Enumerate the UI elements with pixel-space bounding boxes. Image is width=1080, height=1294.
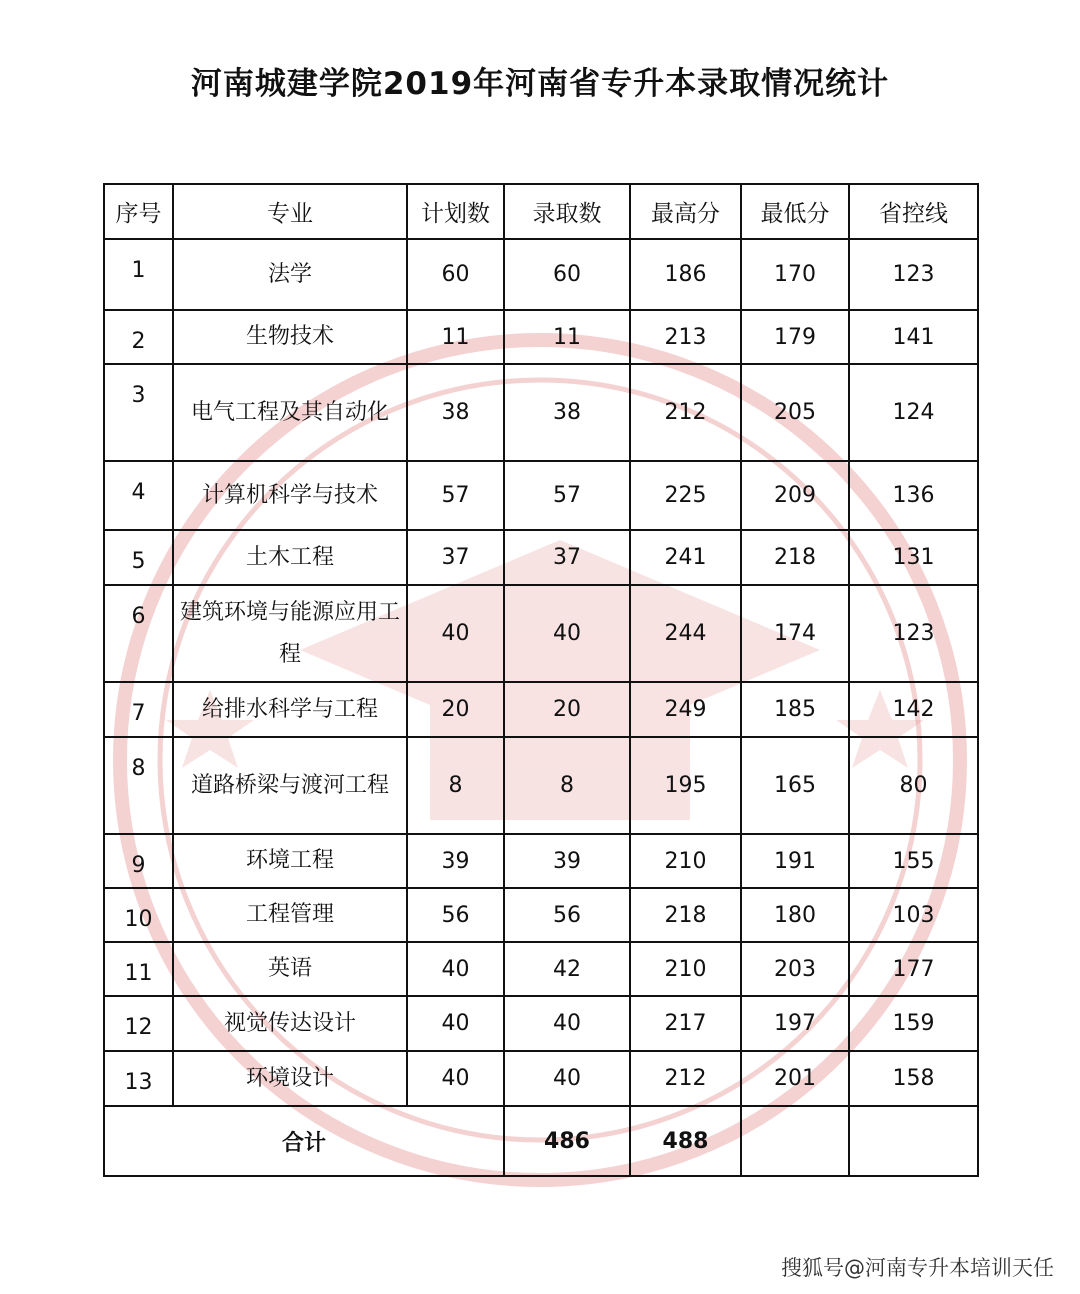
cell-plan: 38 [407, 364, 504, 461]
cell-plan: 40 [407, 942, 504, 996]
header-max-score: 最高分 [630, 184, 741, 239]
total-label: 合计 [104, 1106, 504, 1176]
table-row [104, 461, 978, 530]
table-row [104, 585, 978, 682]
cell-plan: 40 [407, 585, 504, 682]
admission-table [103, 183, 979, 1177]
cell-line: 159 [849, 996, 978, 1051]
header-plan: 计划数 [407, 184, 504, 239]
cell-admitted: 38 [504, 364, 630, 461]
cell-major: 给排水科学与工程 [173, 682, 407, 737]
cell-seq: 13 [104, 1051, 173, 1106]
cell-major: 土木工程 [173, 530, 407, 585]
cell-min: 185 [741, 682, 849, 737]
header-admitted: 录取数 [504, 184, 630, 239]
cell-min: 205 [741, 364, 849, 461]
table-row [104, 310, 978, 364]
table-row [104, 239, 978, 310]
cell-line: 123 [849, 239, 978, 310]
table-row [104, 1051, 978, 1106]
cell-max: 212 [630, 364, 741, 461]
cell-line: 103 [849, 888, 978, 942]
cell-max: 195 [630, 737, 741, 834]
table-header-row [104, 184, 978, 239]
cell-seq: 8 [104, 737, 173, 834]
cell-major: 电气工程及其自动化 [173, 364, 407, 461]
cell-max: 210 [630, 942, 741, 996]
total-admitted: 488 [630, 1106, 741, 1176]
cell-admitted: 40 [504, 1051, 630, 1106]
cell-plan: 11 [407, 310, 504, 364]
cell-admitted: 20 [504, 682, 630, 737]
cell-major: 法学 [173, 239, 407, 310]
cell-min: 209 [741, 461, 849, 530]
cell-major: 生物技术 [173, 310, 407, 364]
cell-seq: 4 [104, 461, 173, 530]
cell-line: 155 [849, 834, 978, 888]
cell-max: 249 [630, 682, 741, 737]
cell-line: 80 [849, 737, 978, 834]
cell-line: 141 [849, 310, 978, 364]
cell-seq: 5 [104, 530, 173, 585]
cell-admitted: 42 [504, 942, 630, 996]
header-seq: 序号 [104, 184, 173, 239]
cell-major: 工程管理 [173, 888, 407, 942]
cell-plan: 20 [407, 682, 504, 737]
cell-seq: 7 [104, 682, 173, 737]
table-row [104, 834, 978, 888]
cell-admitted: 37 [504, 530, 630, 585]
cell-min: 197 [741, 996, 849, 1051]
cell-line: 177 [849, 942, 978, 996]
cell-admitted: 11 [504, 310, 630, 364]
cell-min: 201 [741, 1051, 849, 1106]
cell-line: 142 [849, 682, 978, 737]
cell-seq: 11 [104, 942, 173, 996]
cell-admitted: 40 [504, 996, 630, 1051]
cell-min: 174 [741, 585, 849, 682]
cell-line: 124 [849, 364, 978, 461]
page-title: 河南城建学院2019年河南省专升本录取情况统计 [190, 66, 890, 102]
cell-seq: 9 [104, 834, 173, 888]
table-row [104, 888, 978, 942]
table-row [104, 737, 978, 834]
cell-plan: 39 [407, 834, 504, 888]
cell-max: 241 [630, 530, 741, 585]
cell-max: 210 [630, 834, 741, 888]
cell-max: 218 [630, 888, 741, 942]
cell-plan: 40 [407, 996, 504, 1051]
cell-max: 217 [630, 996, 741, 1051]
cell-seq: 1 [104, 239, 173, 310]
cell-line: 131 [849, 530, 978, 585]
cell-seq: 10 [104, 888, 173, 942]
cell-plan: 40 [407, 1051, 504, 1106]
cell-admitted: 56 [504, 888, 630, 942]
cell-max: 244 [630, 585, 741, 682]
cell-min: 203 [741, 942, 849, 996]
cell-max: 213 [630, 310, 741, 364]
cell-seq: 2 [104, 310, 173, 364]
cell-line: 123 [849, 585, 978, 682]
table-row [104, 996, 978, 1051]
table-row [104, 530, 978, 585]
table-row [104, 942, 978, 996]
cell-major: 道路桥梁与渡河工程 [173, 737, 407, 834]
cell-admitted: 40 [504, 585, 630, 682]
cell-plan: 60 [407, 239, 504, 310]
cell-major: 环境工程 [173, 834, 407, 888]
cell-admitted: 39 [504, 834, 630, 888]
cell-major: 建筑环境与能源应用工程 [173, 585, 407, 682]
cell-line: 158 [849, 1051, 978, 1106]
cell-plan: 37 [407, 530, 504, 585]
cell-seq: 3 [104, 364, 173, 461]
total-plan: 486 [504, 1106, 630, 1176]
cell-major: 计算机科学与技术 [173, 461, 407, 530]
cell-major: 环境设计 [173, 1051, 407, 1106]
cell-min: 218 [741, 530, 849, 585]
cell-max: 186 [630, 239, 741, 310]
cell-min: 179 [741, 310, 849, 364]
cell-plan: 8 [407, 737, 504, 834]
header-min-score: 最低分 [741, 184, 849, 239]
header-major: 专业 [173, 184, 407, 239]
total-empty-cell [849, 1106, 978, 1176]
total-empty-cell [741, 1106, 849, 1176]
cell-major: 视觉传达设计 [173, 996, 407, 1051]
cell-admitted: 60 [504, 239, 630, 310]
cell-plan: 57 [407, 461, 504, 530]
cell-seq: 12 [104, 996, 173, 1051]
table-row [104, 364, 978, 461]
cell-admitted: 8 [504, 737, 630, 834]
cell-min: 170 [741, 239, 849, 310]
cell-max: 212 [630, 1051, 741, 1106]
table-row [104, 682, 978, 737]
cell-line: 136 [849, 461, 978, 530]
cell-admitted: 57 [504, 461, 630, 530]
cell-min: 165 [741, 737, 849, 834]
total-row [104, 1106, 978, 1176]
cell-plan: 56 [407, 888, 504, 942]
cell-major: 英语 [173, 942, 407, 996]
cell-min: 180 [741, 888, 849, 942]
cell-max: 225 [630, 461, 741, 530]
cell-seq: 6 [104, 585, 173, 682]
header-control-line: 省控线 [849, 184, 978, 239]
cell-min: 191 [741, 834, 849, 888]
source-credit: 搜狐号@河南专升本培训天任 [781, 1256, 1054, 1280]
